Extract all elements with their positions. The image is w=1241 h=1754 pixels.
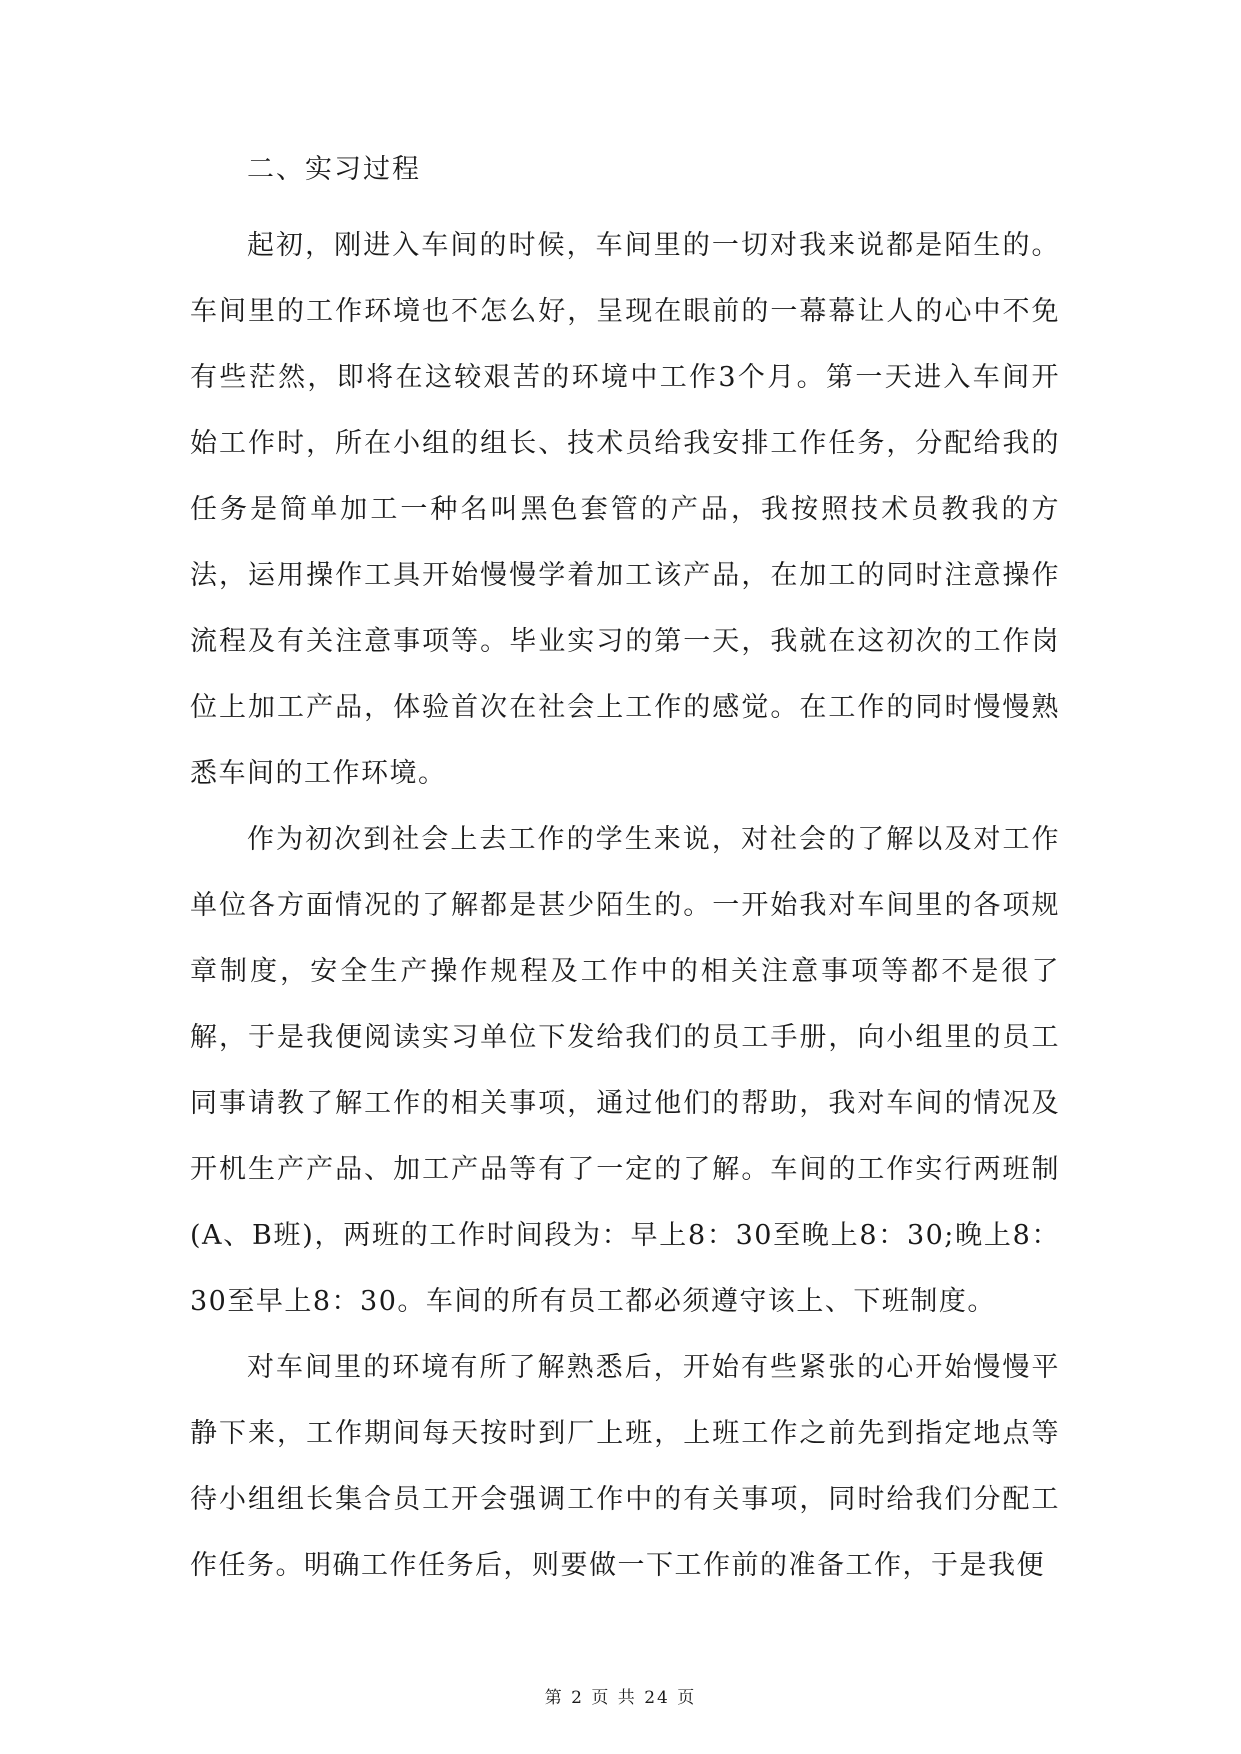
section-heading: 二、实习过程 — [247, 154, 421, 185]
footer-current-page: 2 — [571, 1688, 584, 1708]
page-footer — [0, 1687, 1241, 1709]
paragraph-3: 对车间里的环境有所了解熟悉后，开始有些紧张的心开始慢慢平静下来，工作期间每天按时到厂上班，上班工作之前先到指定地点等待小组组长集合员工开会强调工作中的有关事项，同时给我们分配工作任务。明确工作任务后，则要做一下工作前的准备工作，于是我便 — [190, 1352, 1060, 1581]
paragraph-1: 起初，刚进入车间的时候，车间里的一切对我来说都是陌生的。车间里的工作环境也不怎么好，呈现在眼前的一幕幕让人的心中不免有些茫然，即将在这较艰苦的环境中工作3个月。第一天进入车间开始工作时，所在小组的组长、技术员给我安排工作任务，分配给我的任务是简单加工一种名叫黑色套管的产品，我按照技术员教我的方法，运用操作工具开始慢慢学着加工该产品，在加工的同时注意操作流程及有关注意事项等。毕业实习的第一天，我就在这初次的工作岗位上加工产品，体验首次在社会上工作的感觉。在工作的同时慢慢熟悉车间的工作环境。 — [190, 230, 1060, 789]
footer-middle: 页 共 — [591, 1688, 637, 1708]
page-body — [190, 154, 1060, 1599]
footer-total-pages: 24 — [644, 1688, 670, 1708]
paragraph-2: 作为初次到社会上去工作的学生来说，对社会的了解以及对工作单位各方面情况的了解都是甚少陌生的。一开始我对车间里的各项规章制度，安全生产操作规程及工作中的相关注意事项等都不是很了解，于是我便阅读实习单位下发给我们的员工手册，向小组里的员工同事请教了解工作的相关事项，通过他们的帮助，我对车间的情况及开机生产产品、加工产品等有了一定的了解。车间的工作实行两班制(A、B班)，两班的工作时间段为：早上8：30至晚上8：30;晚上8：30至早上8：30。车间的所有员工都必须遵守该上、下班制度。 — [190, 824, 1060, 1317]
footer-suffix: 页 — [677, 1688, 697, 1708]
footer-prefix: 第 — [544, 1688, 564, 1708]
